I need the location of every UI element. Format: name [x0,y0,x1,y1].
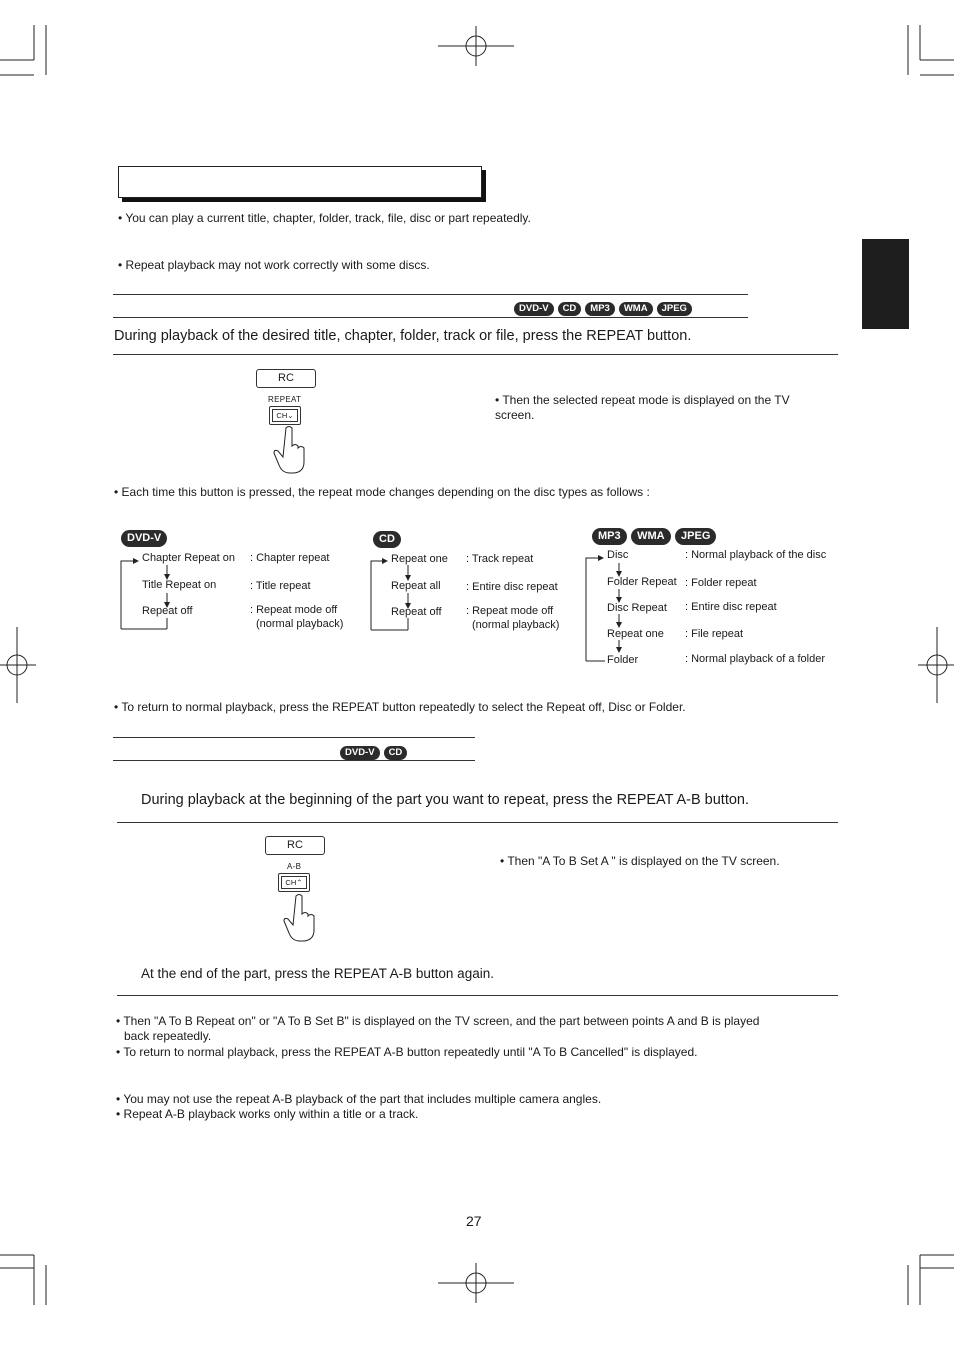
file-desc-1: : Normal playback of the disc [685,549,827,561]
rc-label-box: RC [256,369,316,388]
cd-desc-2: : Entire disc repeat [466,581,558,593]
repeat-step-1: During playback of the desired title, chapter, folder, track or file, press the REPEAT button. [114,328,692,344]
repeat-button[interactable]: CH⌄ [269,406,301,425]
cd-desc-3: : Repeat mode off [466,605,554,617]
file-desc-2: : Folder repeat [685,577,757,589]
dvd-mode-1: Chapter Repeat on [142,552,235,564]
cd-desc-3b: (normal playback) [472,619,560,631]
repeat-return-note: • To return to normal playback, press the REPEAT button repeatedly to select the Repeat off, Disc or Folder. [114,700,686,714]
file-desc-3: : Entire disc repeat [685,601,777,613]
file-desc-5: : Normal playback of a folder [685,653,826,665]
cd-mode-2: Repeat all [391,580,441,592]
file-mode-1: Disc [607,549,629,561]
repeat-disc-badges [510,298,692,316]
dvd-mode-2: Title Repeat on [142,579,217,591]
dvd-desc-3: : Repeat mode off [250,604,338,616]
ab-disc-badges [336,742,407,760]
section-title-box [118,166,482,198]
badge-mp3: MP3 [585,302,615,316]
ab-rc-label-box: RC [265,836,325,855]
repeat-button-face: CH [276,411,288,420]
repeat-each-note: • Each time this button is pressed, the repeat mode changes depending on the disc types as follows : [114,485,650,499]
dvd-desc-3b: (normal playback) [256,618,344,630]
ab-caution-2: • Repeat A-B playback works only within a title or a track. [116,1107,419,1121]
cd-mode-3: Repeat off [391,606,442,618]
badge-cd: CD [558,302,582,316]
hand-press-icon [272,425,308,475]
hand-press-icon [282,893,318,943]
badge-dvd: DVD-V [514,302,554,316]
ab-button-face: CH [285,878,297,887]
dvd-desc-1: : Chapter repeat [250,552,330,564]
file-mode-5: Folder [607,654,639,666]
dvd-desc-2: : Title repeat [250,580,311,592]
ab-set-a-note: • Then "A To B Set A " is displayed on the TV screen. [500,854,780,868]
ab-step-1: During playback at the beginning of the part you want to repeat, press the REPEAT A-B button. [141,792,750,808]
intro-bullet-1: • You can play a current title, chapter, folder, track, file, disc or part repeatedly. [118,211,531,225]
ab-note-1a: • Then "A To B Repeat on" or "A To B Set B" is displayed on the TV screen, and the part between points A and B is played [116,1014,760,1028]
badge-wma: WMA [619,302,653,316]
intro-bullet-2: • Repeat playback may not work correctly with some discs. [118,258,430,272]
ab-button[interactable]: CH⌃ [278,873,310,892]
badge-ab-cd: CD [384,746,408,760]
cd-mode-1: Repeat one [391,553,448,565]
badge-jpeg: JPEG [657,302,692,316]
badge-wma-modes: WMA [631,528,671,545]
badge-mp3-modes: MP3 [592,528,627,545]
file-desc-4: : File repeat [685,628,744,640]
file-mode-2: Folder Repeat [607,576,677,588]
ab-note-1b: back repeatedly. [124,1029,212,1043]
badge-cd-modes: CD [373,531,401,548]
repeat-display-note: • Then the selected repeat mode is displayed on the TV screen. [495,393,790,422]
ab-caution-1: • You may not use the repeat A-B playback of the part that includes multiple camera angles. [116,1092,602,1106]
file-mode-4: Repeat one [607,628,664,640]
badge-ab-dvd: DVD-V [340,746,380,760]
badge-dvd-modes: DVD-V [121,530,167,547]
badge-jpeg-modes: JPEG [675,528,716,545]
page-number: 27 [466,1213,482,1229]
repeat-button-label: REPEAT [268,395,302,404]
language-tab [862,239,909,329]
ab-note-2: • To return to normal playback, press the REPEAT A-B button repeatedly until "A To B Cancelled" is displayed. [116,1045,698,1059]
cd-desc-1: : Track repeat [466,553,534,565]
dvd-mode-3: Repeat off [142,605,193,617]
file-mode-3: Disc Repeat [607,602,667,614]
ab-step-2: At the end of the part, press the REPEAT A-B button again. [141,966,494,981]
file-badges [592,526,716,545]
ab-button-label: A-B [287,862,302,871]
